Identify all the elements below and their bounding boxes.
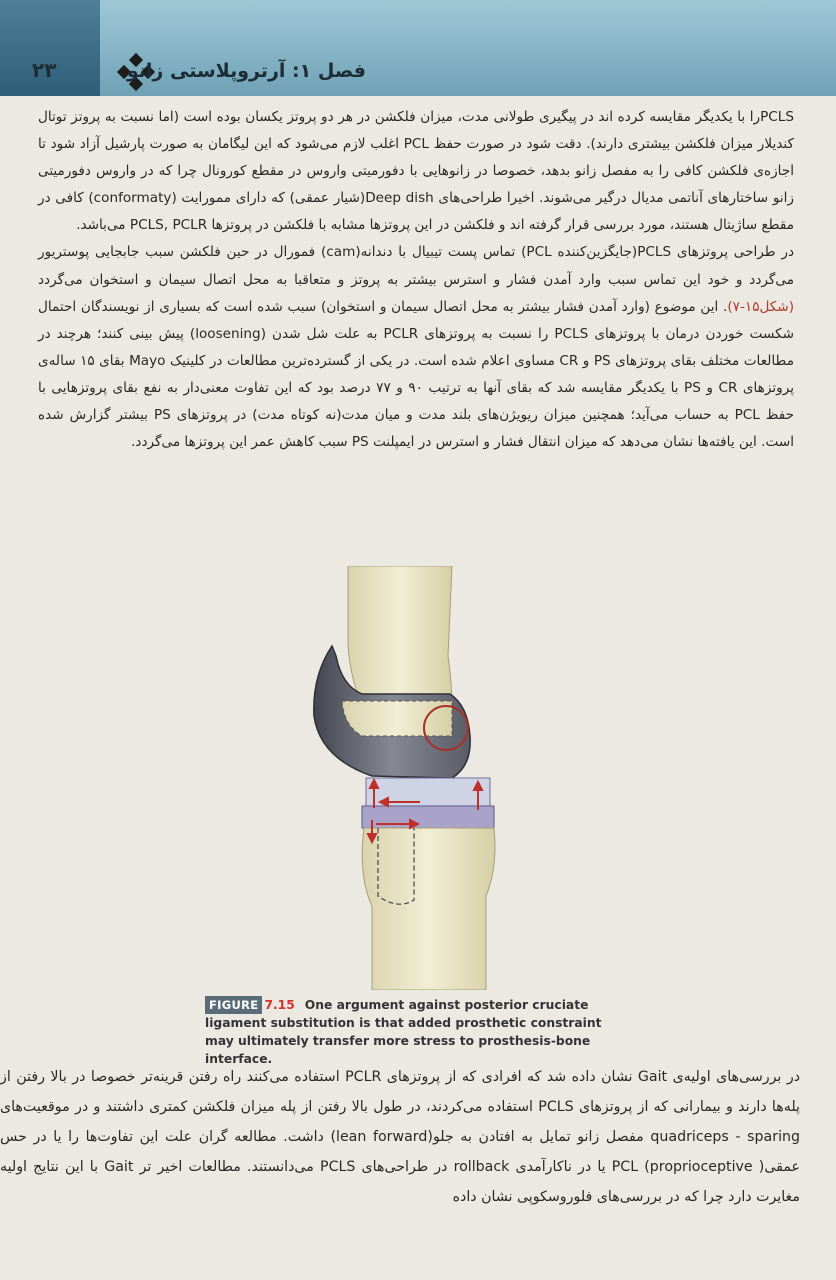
figure-caption-text: One argument against posterior cruciate ligament substitution is that added prosthetic constraint may ultimately transfer more stress to prosthesis-bone interface. [205,998,602,1066]
paragraph-1: PCLSرا با یکدیگر مقایسه کرده اند در پیگیری طولانی مدت، میزان فلکشن در هر دو پروتز یکسان بوده است (اما نسبت به پروتز توتال کندیلار میزان فلکشن بیشتری دارند). دقت شود در صورت حفظ PCL اغلب لازم می‌شود که این لیگامان به صورت پارشیل آزاد شود تا اجازه‌ی فلکشن کافی را به مفصل زانو بدهد، خصوصا در زانوهایی با دفورمیتی واروس در مقطع کورونال چرا که در واروس دفورمیتی زانو ساختارهای آناتمی مدیال درگیر می‌شوند. اخیرا طراحی‌های Deep dish(شیار عمقی) که دارای ممورایت (conformaty) کافی در مقطع ساژیتال هستند، مورد بررسی قرار گرفته اند و فلکشن در این پروتزها مشابه با فلکشن در پروتزها PCLS, PCLR می‌باشد. [38,109,794,234]
figure-number: 7.15 [264,998,295,1012]
bottom-text [0,1062,800,1212]
paragraph-2-text-a: در طراحی پروتزهای PCLS(جایگزین‌کننده PCL) تماس پست تیبیال با دندانه(cam) فمورال در حین فلکشن سبب جابجایی پوستریور می‌گردد و خود این تماس سبب وارد آمدن فشار و استرس بیشتر به پروتز و متعاقبا به محل اتصال سیمان و استخوان می‌گردد [38,244,795,288]
chapter-title: فصل ۱: آرتروپلاستی زانو [126,60,366,82]
paragraph-3: در بررسی‌های اولیه‌ی Gait نشان داده شد که افرادی که از پروتزهای PCLR استفاده می‌کنند راه رفتن قرینه‌تر خصوصا در بالا رفتن از پله‌ها دارند و بیمارانی که از پروتزهای PCLS استفاده می‌کردند، در طول بالا رفتن از پله میزان فلکشن کمتری داشتند و در موقعیت‌های quadriceps - sparing مفصل زانو تمایل به افتادن به جلو(lean forward) داشت. مطالعه گران علت این تفاوت‌ها را یا در حس عمقی( PCL (proprioceptive یا در ناکارآمدی rollback در طراحی‌های PCLS می‌دانستند. مطالعات اخیر تر Gait با این نتایج اولیه مغایرت دارد چرا که در بررسی‌های فلوروسکوپی نشان داده [0,1069,800,1205]
figure-reference-link[interactable]: (شکل۱۵-۷) [727,298,794,315]
page-number: ۲۳ [32,58,57,82]
figure-caption [205,996,615,1068]
paragraph-2 [38,239,794,456]
main-text [38,104,794,456]
knee-prosthesis-illustration [302,566,512,990]
paragraph-2-text-b: . این موضوع (وارد آمدن فشار بیشتر به محل اتصال سیمان و استخوان) سبب شده است که بسیاری از نویسندگان احتمال شکست خوردن درمان با پروتزهای PCLS را نسبت به پروتزهای PCLR به علت شل شدن (loosening) پیش بینی کنند؛ هرچند در مطالعات مختلف بقای پروتزهای PS و CR مساوی اعلام شده است. در یکی از گسترده‌ترین مطالعات در کلینیک Mayo بقای ۱۵ ساله‌ی پروتزهای CR و PS با یکدیگر مقایسه شد که بقای آنها به ترتیب ۹۰ و ۷۷ درصد بود که این تفاوت معنی‌دار به نفع بقای پروتزهایی با حفظ PCL به حساب می‌آید؛ همچنین میزان ریویژن‌های بلند مدت و میان مدت(نه کوتاه مدت) در پروتزهای PS بیشتر گزارش شده است. این یافته‌ها نشان می‌دهد که میزان انتقال فشار و استرس در ایمپلنت PS سبب کاهش عمر این پروتزها می‌گردد. [38,298,794,451]
figure-label: FIGURE [205,996,262,1014]
